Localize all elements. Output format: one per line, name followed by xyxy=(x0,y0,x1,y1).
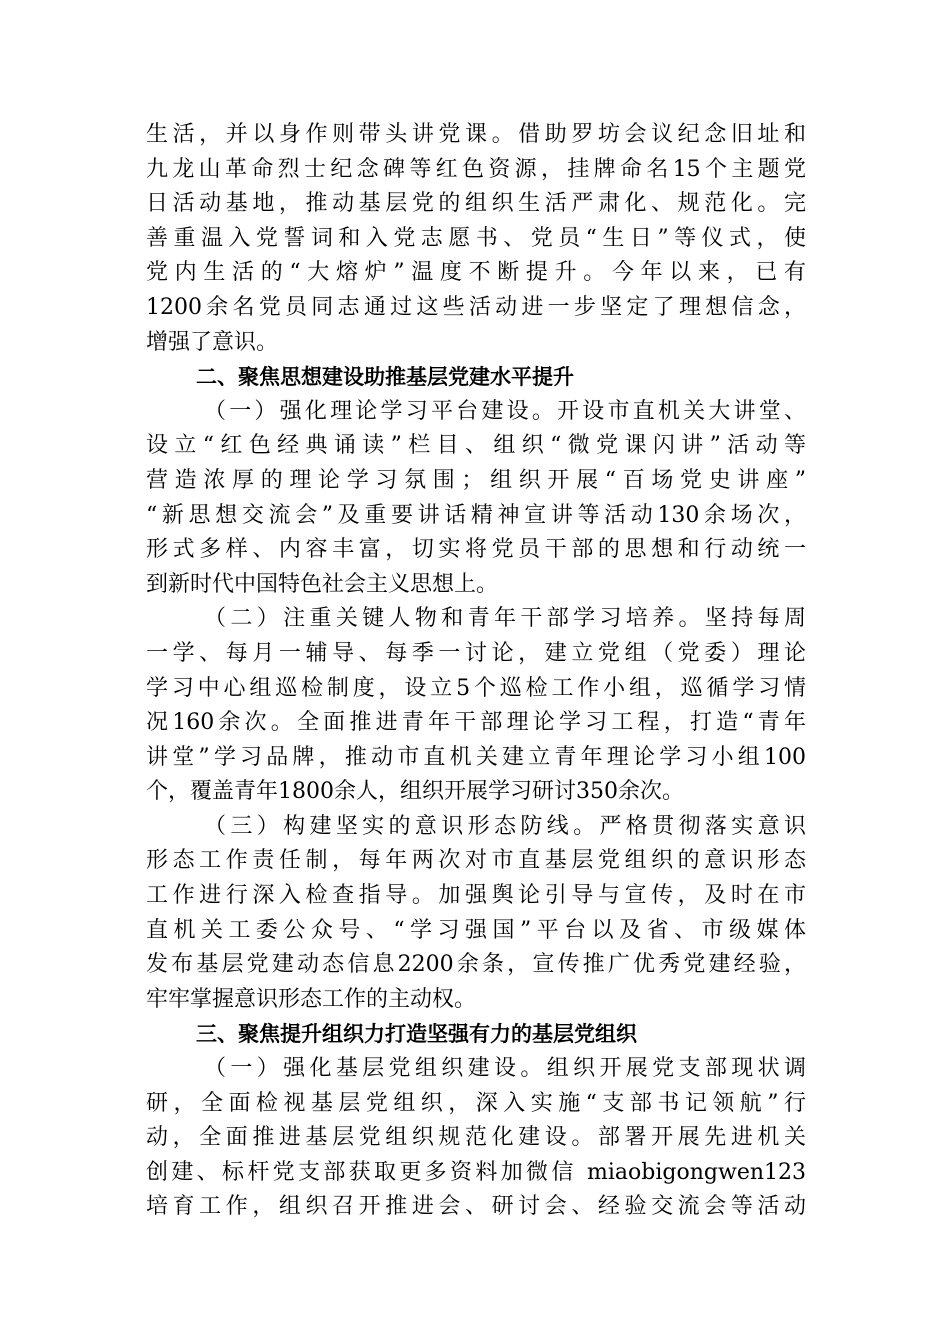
paragraph-organization-building xyxy=(146,1052,806,1225)
text-line: 况160余次。全面推进青年干部理论学习工程，打造“青年 xyxy=(146,710,806,736)
text-line: （二）注重关键人物和青年干部学习培养。坚持每周 xyxy=(204,606,806,632)
text-line: （一）强化基层党组织建设。组织开展党支部现状调 xyxy=(204,1056,806,1082)
text-line: “新思想交流会”及重要讲话精神宣讲等活动130余场次， xyxy=(146,502,806,528)
text-line: 研，全面检视基层党组织，深入实施“支部书记领航”行 xyxy=(146,1090,806,1116)
text-line: 九龙山革命烈士纪念碑等红色资源，挂牌命名15个主题党 xyxy=(146,156,806,182)
text-line: （一）强化理论学习平台建设。开设市直机关大讲堂、 xyxy=(204,398,806,424)
text-line: 形式多样、内容丰富，切实将党员干部的思想和行动统一 xyxy=(146,537,806,563)
text-line: 动，全面推进基层党组织规范化建设。部署开展先进机关 xyxy=(146,1125,806,1151)
text-line: （三）构建坚实的意识形态防线。严格贯彻落实意识 xyxy=(204,813,806,839)
document-page xyxy=(146,118,806,1225)
text-line: 直机关工委公众号、“学习强国”平台以及省、市级媒体 xyxy=(146,917,806,943)
section-heading-2: 二、聚焦思想建设助推基层党建水平提升 xyxy=(196,365,574,390)
text-line: 形态工作责任制，每年两次对市直基层党组织的意识形态 xyxy=(146,848,806,874)
text-line: 1200余名党员同志通过这些活动进一步坚定了理想信念， xyxy=(146,294,806,320)
text-line: 培育工作，组织召开推进会、研讨会、经验交流会等活动 xyxy=(146,1194,806,1220)
paragraph-youth-study xyxy=(146,602,806,810)
text-line: 到新时代中国特色社会主义思想上。 xyxy=(146,571,499,597)
text-line: 创建、标杆党支部获取更多资料加微信 miaobigongwen123 xyxy=(146,1159,806,1185)
paragraph-party-life xyxy=(146,118,806,360)
text-line: 生活，并以身作则带头讲党课。借助罗坊会议纪念旧址和 xyxy=(146,122,806,147)
section-heading-3: 三、聚焦提升组织力打造坚强有力的基层党组织 xyxy=(196,1022,637,1047)
text-line: 一学、每月一辅导、每季一讨论，建立党组（党委）理论 xyxy=(146,640,806,666)
text-line: 善重温入党誓词和入党志愿书、党员“生日”等仪式，使 xyxy=(146,225,806,251)
text-line: 学习中心组巡检制度，设立5个巡检工作小组，巡循学习情 xyxy=(146,675,806,701)
text-line: 讲堂”学习品牌，推动市直机关建立青年理论学习小组100 xyxy=(146,744,806,770)
text-line: 设立“红色经典诵读”栏目、组织“微党课闪讲”活动等 xyxy=(146,433,806,459)
text-line: 工作进行深入检查指导。加强舆论引导与宣传，及时在市 xyxy=(146,883,806,909)
text-line: 党内生活的“大熔炉”温度不断提升。今年以来，已有 xyxy=(146,260,806,286)
text-line: 个，覆盖青年1800余人，组织开展学习研讨350余次。 xyxy=(146,779,684,805)
paragraph-ideology-defense xyxy=(146,810,806,1018)
text-line: 营造浓厚的理论学习氛围；组织开展“百场党史讲座” xyxy=(146,467,806,493)
text-line: 日活动基地，推动基层党的组织生活严肃化、规范化。完 xyxy=(146,191,806,217)
text-line: 牢牢掌握意识形态工作的主动权。 xyxy=(146,986,477,1012)
text-line: 增强了意识。 xyxy=(146,329,279,355)
text-line: 发布基层党建动态信息2200余条，宣传推广优秀党建经验， xyxy=(146,952,806,978)
paragraph-theory-platform xyxy=(146,395,806,603)
